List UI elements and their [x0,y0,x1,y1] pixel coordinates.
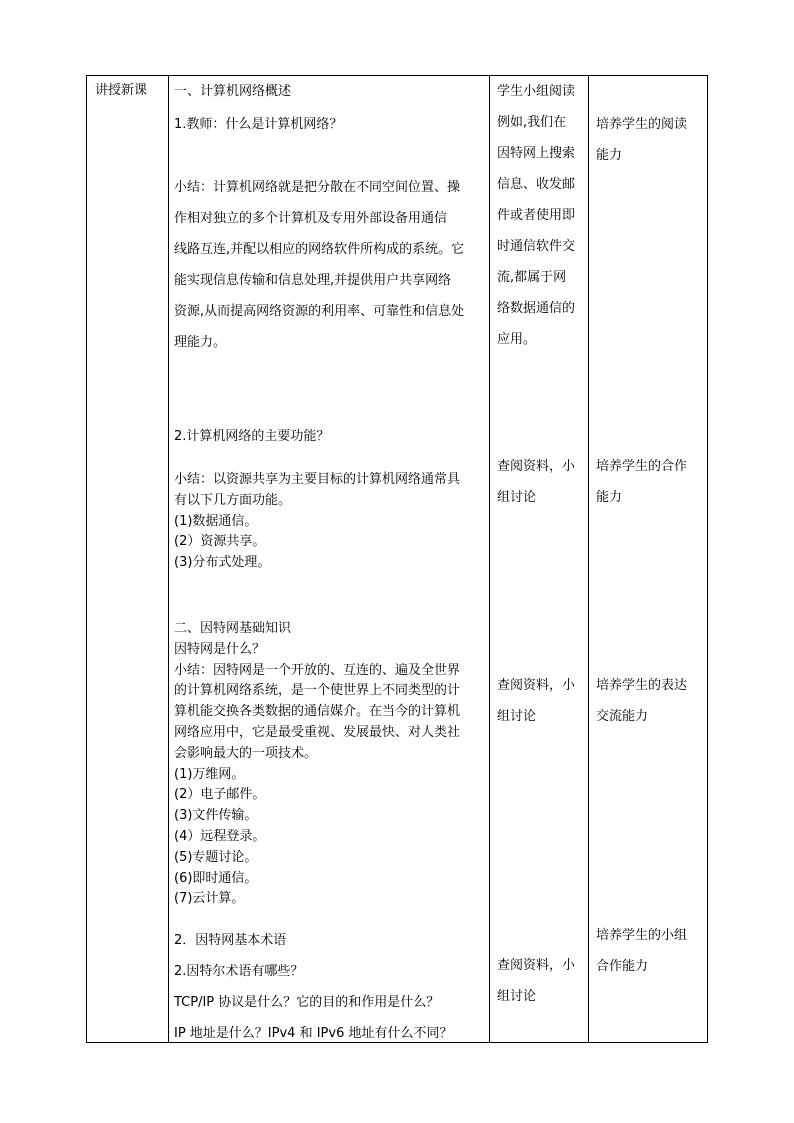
summary-2: 小结：以资源共享为主要目标的计算机网络通常具 有以下几方面功能。 (1)数据通信。 (2）资源共享。 (3)分布式处理。 [174,472,461,571]
goal-4: 培养学生的小组 合作能力 [596,928,688,974]
section-title-1: 一、计算机网络概述 [174,84,292,99]
section-2-block: 二、因特网基础知识 因特网是什么？ 小结：因特网是一个开放的、互连的、遍及全世界 的计算机网络系统，是一个使世界上不同类型的计 算机能交换各类数据的通信媒介。在当今的计算机 网络应用中，它是最受重视、发展最快、对人类社 会影响最大的一项技术。 (1)万维网。 (2）电子邮件。 (3)文件传输。 (4）远程登录。 (5)专题讨论。 (6)即时通信。 (7)云计算。 [174,621,461,907]
activity-2: 查阅资料，小 组讨论 [497,459,576,505]
activity-3: 查阅资料，小 组讨论 [497,678,576,724]
activity-4: 查阅资料，小 组讨论 [497,958,576,1004]
activity-1: 学生小组阅读 例如,我们在 因特网上搜索 信息、收发邮 件或者使用即 时通信软件交 流,都属于网 络数据通信的 应用。 [497,84,576,347]
question-2: 2.计算机网络的主要功能？ [174,429,330,444]
stage-label: 讲授新课 [95,83,148,98]
column-divider [489,76,490,1042]
question-1: 1.教师：什么是计算机网络？ [174,117,343,132]
goal-3: 培养学生的表达 交流能力 [596,678,688,724]
column-divider [588,76,589,1042]
summary-1: 小结：计算机网络就是把分散在不同空间位置、操 作相对独立的多个计算机及专用外部设备用通信 线路互连,并配以相应的网络软件所构成的系统。它 能实现信息传输和信息处理,并提供用户共享网络 资源,从而提高网络资源的利用率、可靠性和信息处 理能力。 [174,180,465,350]
goal-2: 培养学生的合作 能力 [596,459,688,505]
column-divider [168,76,169,1042]
goal-1: 培养学生的阅读 能力 [596,117,688,163]
section-3-block: 2．因特网基本术语 2.因特尔术语有哪些？ TCP/IP 协议是什么？它的目的和作用是什么？ IP 地址是什么？IPv4 和 IPv6 地址有什么不同？ [174,933,453,1041]
lesson-table [86,75,708,1043]
